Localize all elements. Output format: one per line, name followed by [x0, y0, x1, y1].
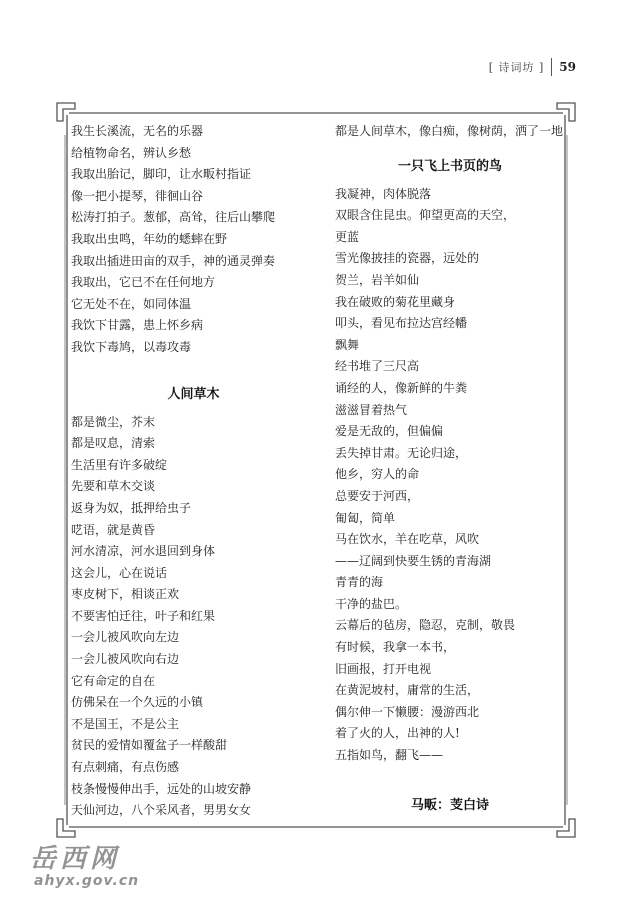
- poem-line: 生活里有许多破绽: [71, 457, 168, 472]
- poem-line: 飘舞: [335, 337, 360, 352]
- poem-line: 河水清凉，河水退回到身体: [71, 544, 216, 559]
- poem-line: 我取出虫鸣，年幼的蟋蟀在野: [71, 231, 228, 246]
- poem-line: 不要害怕迁往，叶子和红果: [71, 608, 216, 623]
- poem-line: 偶尔伸一下懒腰：漫游西北: [335, 704, 480, 719]
- poem-line: 着了火的人，出神的人!: [335, 726, 460, 741]
- poem-line: 丢失掉甘肃。无论归途，: [335, 445, 468, 460]
- poem-line: 枣皮树下，相谈正欢: [71, 587, 180, 602]
- poem2-title: 人间草木: [167, 386, 220, 402]
- author-signature: 马畈：芰白诗: [410, 797, 489, 813]
- site-watermark: [30, 845, 139, 889]
- left-column: [71, 121, 316, 822]
- poem-line: 贺兰，岩羊如仙: [335, 272, 420, 287]
- poem-line: 我取出插进田亩的双手，神的通灵弹奏: [71, 253, 276, 268]
- poem-line: 我生长溪流，无名的乐器: [71, 124, 204, 138]
- poem-line: 贫民的爱情如覆盆子一样酸甜: [71, 738, 228, 753]
- poem-line: 总要安于河西，: [335, 488, 420, 503]
- right-column: [335, 121, 565, 813]
- poem-line: 像一把小提琴，徘徊山谷: [71, 188, 204, 203]
- poem-line: 仿佛呆在一个久远的小镇: [71, 695, 204, 710]
- poem-line: 滋滋冒着热气: [335, 402, 408, 417]
- poem2-body: [71, 412, 316, 822]
- poem-line: 我饮下甘露，患上怀乡病: [71, 318, 204, 333]
- poem1-body: [71, 121, 316, 359]
- poem-line: 诵经的人，像新鲜的牛粪: [335, 380, 468, 395]
- poem-line: 它无处不在，如同体温: [71, 296, 192, 311]
- poem-line: 干净的盐巴。: [335, 596, 408, 611]
- poem-line: 匍匐，简单: [335, 510, 396, 525]
- watermark-logo: 岳西网: [30, 844, 121, 874]
- poem-line: 都是微尘，芥末: [71, 414, 156, 429]
- header-divider: [551, 58, 552, 76]
- poem-line: 不是国王，不是公主: [71, 716, 180, 731]
- poem-line: 一会儿被风吹向右边: [71, 652, 180, 667]
- poem3-title: 一只飞上书页的鸟: [397, 158, 502, 174]
- poem-line: 叩头，看见布拉达宫经幡: [335, 316, 468, 331]
- poem-line: 给植物命名，辨认乡愁: [71, 145, 192, 160]
- poem-line: 枝条慢慢伸出手，远处的山坡安静: [71, 781, 252, 796]
- poem-line: 我饮下毒鸠，以毒攻毒: [71, 339, 192, 354]
- poem-line: 我取出，它已不在任何地方: [71, 275, 216, 290]
- poem-line: ——辽阔到快要生锈的青海湖: [335, 553, 492, 568]
- poem-line: 返身为奴，抵押给虫子: [71, 500, 192, 515]
- poem-line: 雪光像披挂的瓷器，远处的: [335, 251, 480, 266]
- page-header: [489, 58, 576, 76]
- poem-line: 马在饮水，羊在吃草，风吹: [335, 532, 480, 547]
- poem-line: 呓语，就是黄昏: [71, 522, 156, 537]
- poem-line: 一会儿被风吹向左边: [71, 630, 180, 645]
- section-label: [ 诗词坊 ]: [488, 61, 545, 74]
- poem-line: 它有命定的自在: [71, 673, 156, 688]
- poem-line: 有时候，我拿一本书，: [335, 640, 456, 655]
- poem-line: 都是叹息，清索: [71, 436, 156, 451]
- poem-line: 云幕后的毡房，隐忍，克制，敬畏: [335, 618, 516, 633]
- poem-line: 我在破败的菊花里藏身: [335, 294, 456, 309]
- poem-line: 先要和草木交谈: [71, 479, 156, 494]
- poem-line: 旧画报，打开电视: [335, 661, 432, 676]
- poem-line: 爱是无敌的，但偏偏: [335, 424, 444, 439]
- poem3-body: [335, 184, 565, 767]
- carry-over-line: 都是人间草木，像白痴，像树荫，洒了一地: [335, 124, 564, 138]
- poem-line: 他乡，穷人的命: [335, 467, 420, 482]
- poem-line: 我取出胎记，脚印，让水畈村指证: [71, 167, 252, 182]
- poem-line: 我凝神，肉体脱落: [335, 186, 432, 201]
- poem-line: 松涛打拍子。葱郁，高耸，往后山攀爬: [71, 210, 276, 225]
- poem-line: 经书堆了三尺高: [335, 359, 420, 374]
- poem-line: 更蓝: [335, 229, 360, 244]
- poem-line: 青青的海: [335, 575, 384, 590]
- poem-line: 双眼含住昆虫。仰望更高的天空，: [335, 208, 516, 223]
- poem-line: 在黄泥坡村，庸常的生活，: [335, 683, 480, 698]
- poem-line: 这会儿，心在说话: [71, 565, 168, 580]
- watermark-url: ahyx.gov.cn: [34, 873, 140, 889]
- poem-line: 有点刺痛，有点伤感: [71, 760, 180, 775]
- poem-line: 天仙河边，八个采风者，男男女女: [71, 803, 252, 818]
- page-number: 59: [559, 60, 576, 74]
- poem-line: 五指如鸟，翻飞——: [335, 748, 444, 763]
